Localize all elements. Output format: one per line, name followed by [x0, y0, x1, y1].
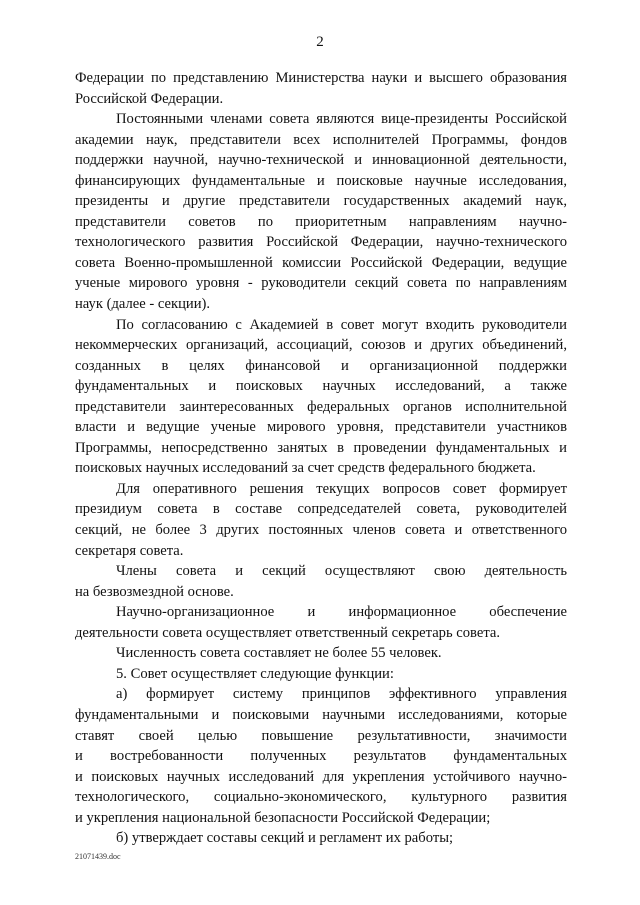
text-line: президенты и другие представители государственных академий наук, [75, 193, 567, 210]
paragraph [75, 479, 567, 561]
text-line: Научно-организационное и информационное обеспечение [116, 604, 567, 621]
text-line: на безвозмездной основе. [75, 583, 234, 600]
text-line: фундаментальными и поисковыми научными исследованиями, которые [75, 706, 567, 723]
text-line: Члены совета и секций осуществляют свою деятельность [116, 563, 567, 580]
text-line: и поисковых научных исследований для укрепления устойчивого научно- [75, 768, 567, 785]
text-line: секретаря совета. [75, 542, 184, 559]
text-line: власти и ведущие ученые мирового уровня, представители участников [75, 419, 567, 436]
text-line: академии наук, представители всех исполнителей Программы, фондов [75, 131, 567, 148]
paragraph [75, 109, 567, 314]
text-line: представители советов по приоритетным направлениям научно- [75, 213, 567, 230]
paragraph [75, 602, 567, 643]
text-line: финансирующих фундаментальные и поисковые научные исследования, [75, 172, 567, 189]
paragraph [75, 68, 567, 109]
text-line: б) утверждает составы секций и регламент их работы; [116, 830, 454, 847]
text-line: созданных в целях финансовой и организационной поддержки [75, 357, 567, 374]
text-line: Федерации по представлению Министерства науки и высшего образования [75, 70, 567, 86]
text-line: и укрепления национальной безопасности Российской Федерации; [75, 809, 491, 826]
paragraph [75, 561, 567, 602]
text-line: ученые мирового уровня - руководители секций совета по направлениям [75, 275, 567, 292]
text-line: фундаментальных и поисковых научных исследований, а также [75, 378, 567, 395]
text-line: Численность совета составляет не более 55 человек. [116, 645, 442, 662]
text-line: совета Военно-промышленной комиссии Российской Федерации, ведущие [75, 254, 567, 271]
page-number: 2 [316, 34, 324, 50]
text-line: некоммерческих организаций, ассоциаций, союзов и других объединений, [75, 337, 567, 354]
text-line: технологического, социально-экономического, культурного развития [75, 789, 567, 806]
paragraph [75, 684, 567, 828]
text-line: Программы, непосредственно занятых в проведении фундаментальных и [75, 439, 567, 456]
text-line: ставят своей целью повышение результативности, значимости [75, 727, 567, 744]
text-line: поисковых научных исследований за счет средств федерального бюджета. [75, 460, 536, 477]
paragraph [75, 643, 567, 664]
text-line: деятельности совета осуществляет ответственный секретарь совета. [75, 624, 501, 641]
text-line: а) формирует систему принципов эффективного управления [116, 686, 567, 703]
text-line: технологического развития Российской Федерации, научно-технического [75, 234, 567, 251]
paragraph [75, 664, 567, 685]
text-line: Российской Федерации. [75, 90, 224, 107]
text-line: Для оперативного решения текущих вопросов совет формирует [116, 480, 567, 497]
text-line: Постоянными членами совета являются вице-президенты Российской [116, 111, 567, 128]
text-line: По согласованию с Академией в совет могут входить руководители [116, 316, 567, 333]
paragraph [75, 828, 567, 849]
text-line: и востребованности полученных результатов фундаментальных [75, 748, 567, 765]
text-line: президиум совета в составе сопредседателей совета, руководителей [75, 501, 567, 518]
text-line: поддержки научной, научно-технической и инновационной деятельности, [75, 152, 567, 169]
footer-filename: 21071439.doc [75, 852, 121, 861]
document-body [75, 68, 567, 849]
paragraph [75, 315, 567, 479]
text-line: наук (далее - секции). [75, 296, 211, 313]
text-line: представители заинтересованных федеральных органов исполнительной [75, 398, 567, 415]
text-line: 5. Совет осуществляет следующие функции: [116, 665, 394, 682]
text-line: секций, не более 3 других постоянных членов совета и ответственного [75, 522, 567, 539]
